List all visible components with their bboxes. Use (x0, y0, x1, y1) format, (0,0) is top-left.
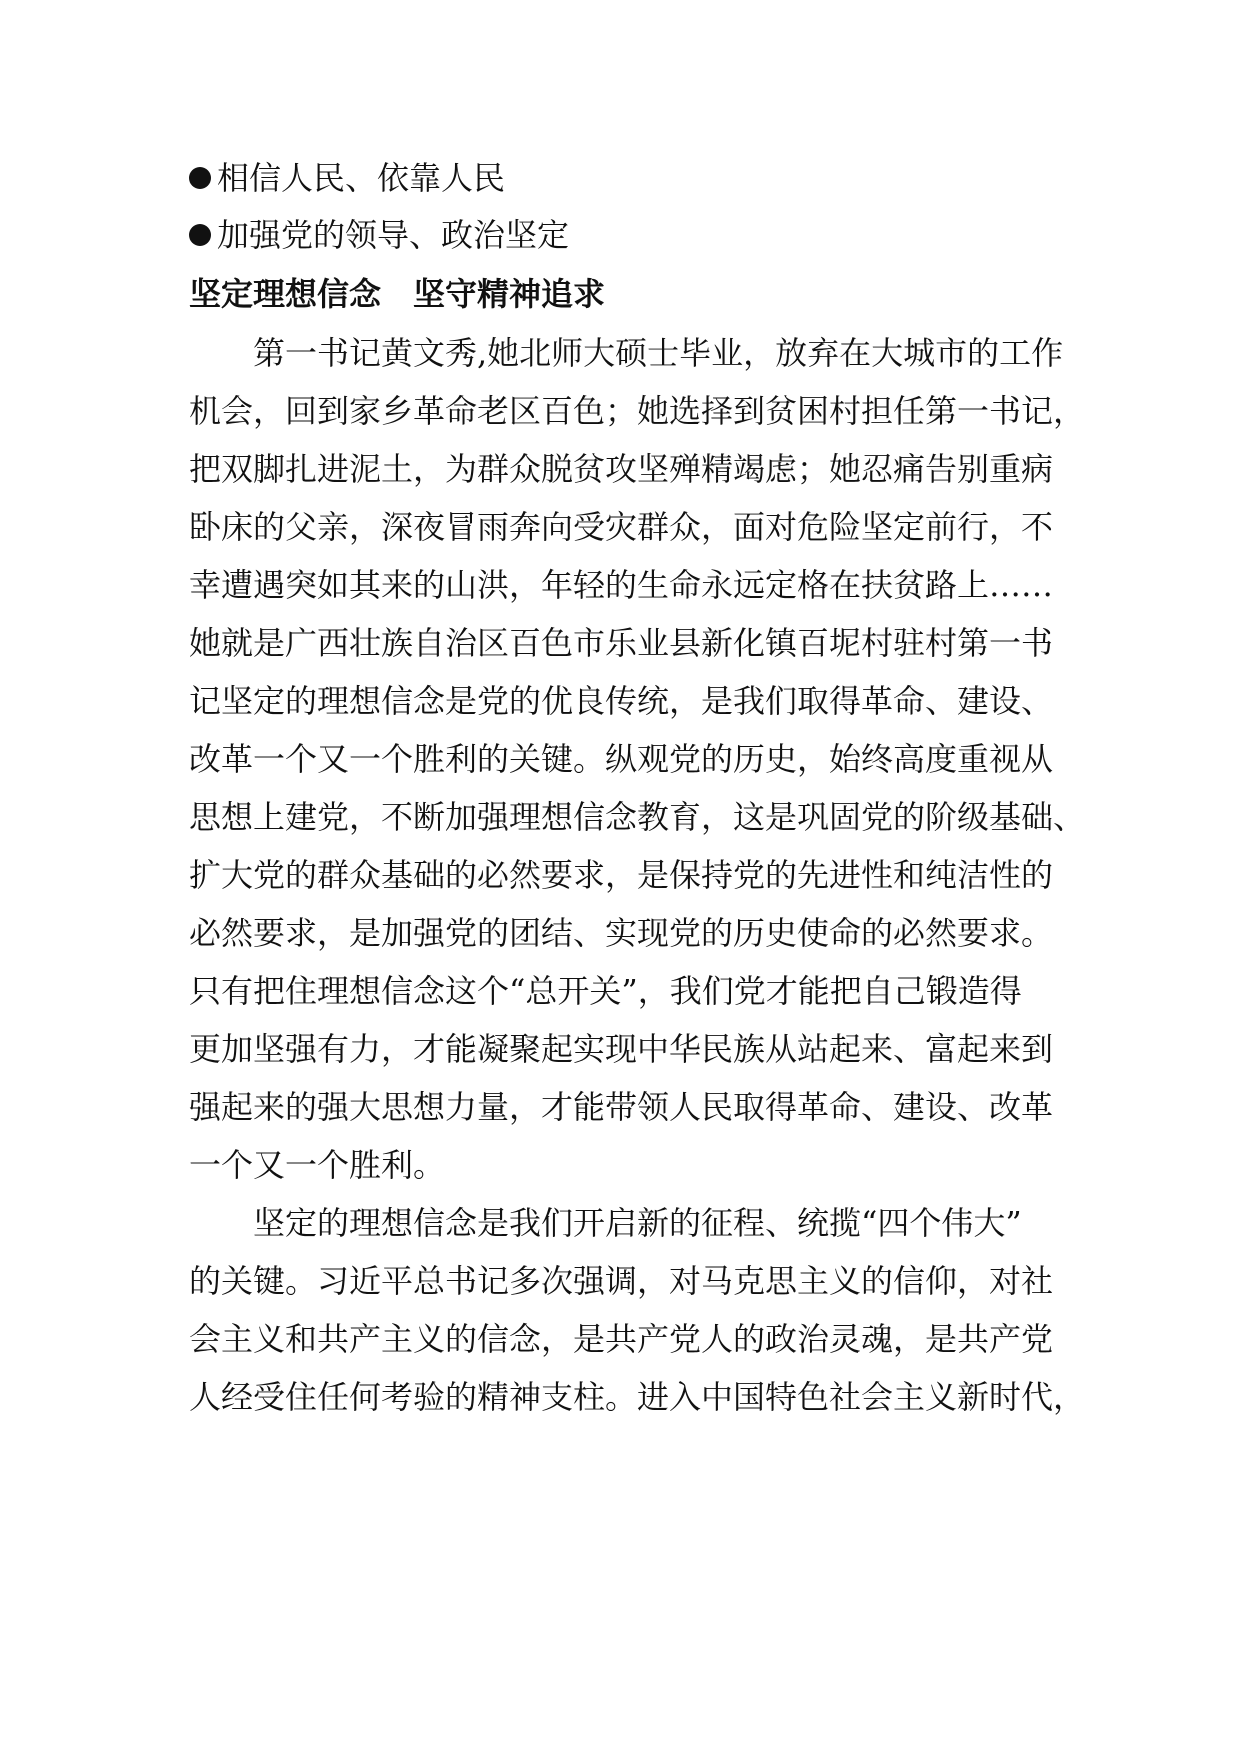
text-line: 坚定的理想信念是我们开启新的征程、统揽“四个伟大” (189, 1204, 1022, 1242)
text-line: 人经受住任何考验的精神支柱。进入中国特色社会主义新时代， (189, 1378, 1086, 1416)
text-line: 把双脚扎进泥土，为群众脱贫攻坚殚精竭虑；她忍痛告别重病 (189, 450, 1054, 488)
text-line: 记坚定的理想信念是党的优良传统，是我们取得革命、建设、 (189, 682, 1054, 720)
bullet-item (189, 158, 1089, 198)
text-line: 更加坚强有力，才能凝聚起实现中华民族从站起来、富起来到 (189, 1030, 1054, 1068)
text-line: 幸遭遇突如其来的山洪，年轻的生命永远定格在扶贫路上…… (189, 566, 1054, 604)
text-line: 她就是广西壮族自治区百色市乐业县新化镇百坭村驻村第一书 (189, 624, 1054, 662)
section-heading: 坚定理想信念 坚守精神追求 (189, 275, 606, 313)
bullet-dot-icon (189, 224, 211, 246)
bullet-text: 相信人民、依靠人民 (217, 159, 506, 197)
text-line: 改革一个又一个胜利的关键。纵观党的历史，始终高度重视从 (189, 740, 1054, 778)
text-line: 扩大党的群众基础的必然要求，是保持党的先进性和纯洁性的 (189, 856, 1054, 894)
text-line: 思想上建党，不断加强理想信念教育，这是巩固党的阶级基础、 (189, 798, 1086, 836)
bullet-text: 加强党的领导、政治坚定 (217, 216, 570, 254)
text-line: 的关键。习近平总书记多次强调，对马克思主义的信仰，对社 (189, 1262, 1054, 1300)
text-line: 强起来的强大思想力量，才能带领人民取得革命、建设、改革 (189, 1088, 1054, 1126)
text-line: 必然要求，是加强党的团结、实现党的历史使命的必然要求。 (189, 914, 1054, 952)
bullet-item (189, 215, 1089, 255)
text-line: 会主义和共产主义的信念，是共产党人的政治灵魂，是共产党 (189, 1320, 1054, 1358)
text-line: 卧床的父亲，深夜冒雨奔向受灾群众，面对危险坚定前行，不 (189, 508, 1054, 546)
text-line: 只有把住理想信念这个“总开关”，我们党才能把自己锻造得 (189, 972, 1022, 1010)
text-line: 一个又一个胜利。 (189, 1146, 446, 1184)
bullet-dot-icon (189, 167, 211, 189)
text-line: 机会，回到家乡革命老区百色；她选择到贫困村担任第一书记， (189, 392, 1086, 430)
text-line: 第一书记黄文秀,她北师大硕士毕业，放弃在大城市的工作 (189, 334, 1064, 372)
